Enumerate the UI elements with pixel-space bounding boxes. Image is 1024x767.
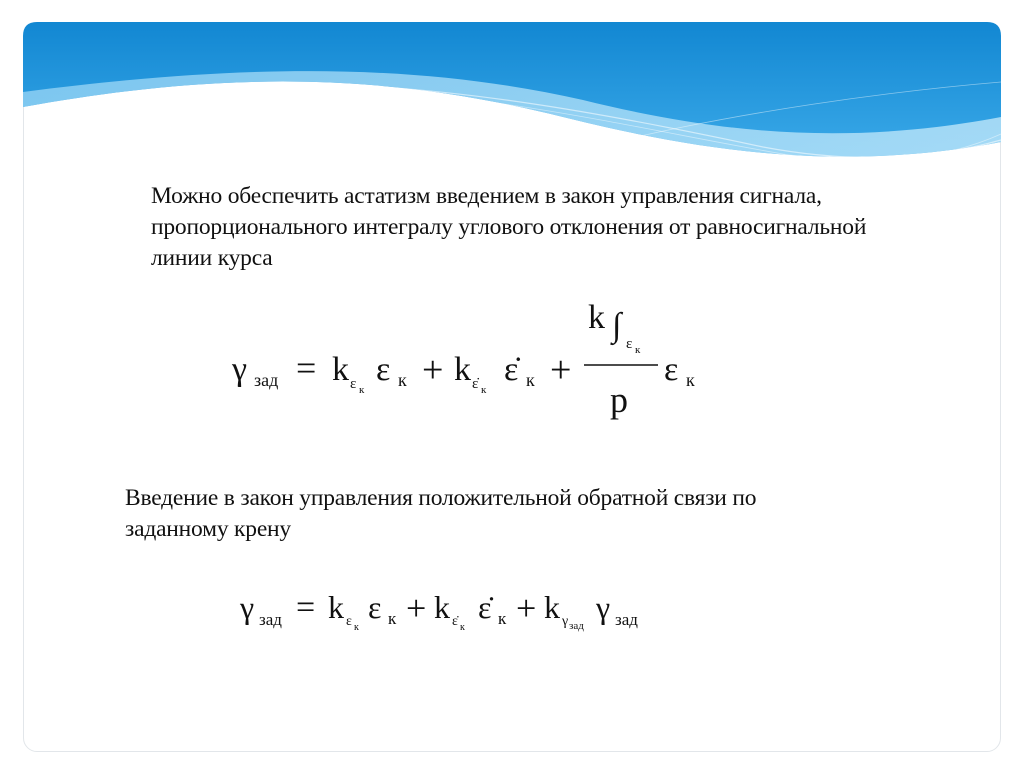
formula1-epsilon1-sub: к (398, 370, 407, 390)
paragraph-astatism: Можно обеспечить астатизм введением в закон управления сигнала, пропорционального интегралу углового отклонения от равносигнальной линии курса (151, 183, 867, 271)
formula1-k1: k (332, 351, 349, 388)
paragraph-positive-feedback: Введение в закон управления положительной обратной связи по заданному крену (125, 485, 757, 542)
formula2-epsilon-dot-sub: к (498, 609, 507, 628)
formula2-equals: = (296, 589, 316, 626)
formula2-k3-sub-zad: зад (569, 620, 584, 632)
formula2-plus2: + (516, 588, 537, 628)
formula1-integral-sub-epsilon: ε (626, 336, 633, 352)
formula1-k2: k (454, 351, 471, 388)
formula1-equals: = (296, 348, 317, 388)
formula2-k2-sub-k: к (460, 622, 465, 633)
formula1-epsilon1: ε (376, 351, 391, 388)
formula2-epsilon1-sub: к (388, 609, 397, 628)
formula1-k1-sub-epsilon: ε (350, 376, 357, 392)
formula1-integral: ∫ (612, 307, 622, 344)
formula2-gamma-last: γ (596, 589, 611, 625)
formula-roll-feedback-control-law (236, 580, 666, 640)
formula2-k3: k (544, 589, 560, 625)
formula-integral-control-law (228, 290, 708, 425)
formula2-epsilon-dot: ε̇ (478, 589, 492, 625)
formula2-k2: k (434, 589, 450, 625)
formula2-epsilon1: ε (368, 589, 382, 625)
formula2-k1: k (328, 589, 344, 625)
formula2-gamma-last-sub: зад (615, 610, 638, 629)
formula1-k2-sub-k: к (481, 384, 487, 396)
formula1-plus2: + (550, 349, 572, 391)
formula1-epsilon-last-sub: к (686, 370, 695, 390)
formula2-k3-sub-gamma: γ (562, 614, 569, 629)
formula1-epsilon-dot-sub: к (526, 370, 535, 390)
formula1-integral-sub-k: к (635, 344, 641, 356)
formula1-epsilon-dot: ε̇ (504, 351, 519, 388)
formula2-k2-sub-epsilon-dot: ε̇ (452, 614, 458, 629)
formula1-k2-sub-epsilon-dot: ε̇ (472, 376, 479, 392)
formula2-k1-sub-k: к (354, 622, 359, 633)
formula1-gamma: γ (232, 351, 248, 388)
formula2-gamma-subscript: зад (259, 610, 282, 629)
formula1-gamma-subscript: зад (254, 370, 279, 390)
formula1-k1-sub-k: к (359, 384, 365, 396)
header-wave-decoration (23, 22, 1001, 182)
formula2-plus1: + (406, 588, 427, 628)
formula2-gamma: γ (240, 589, 255, 625)
formula1-plus1: + (422, 349, 444, 391)
formula1-epsilon-last: ε (664, 351, 679, 388)
formula2-k1-sub-epsilon: ε (346, 614, 352, 629)
formula1-fraction-k: k (588, 299, 605, 336)
formula1-fraction-p: p (610, 380, 628, 420)
